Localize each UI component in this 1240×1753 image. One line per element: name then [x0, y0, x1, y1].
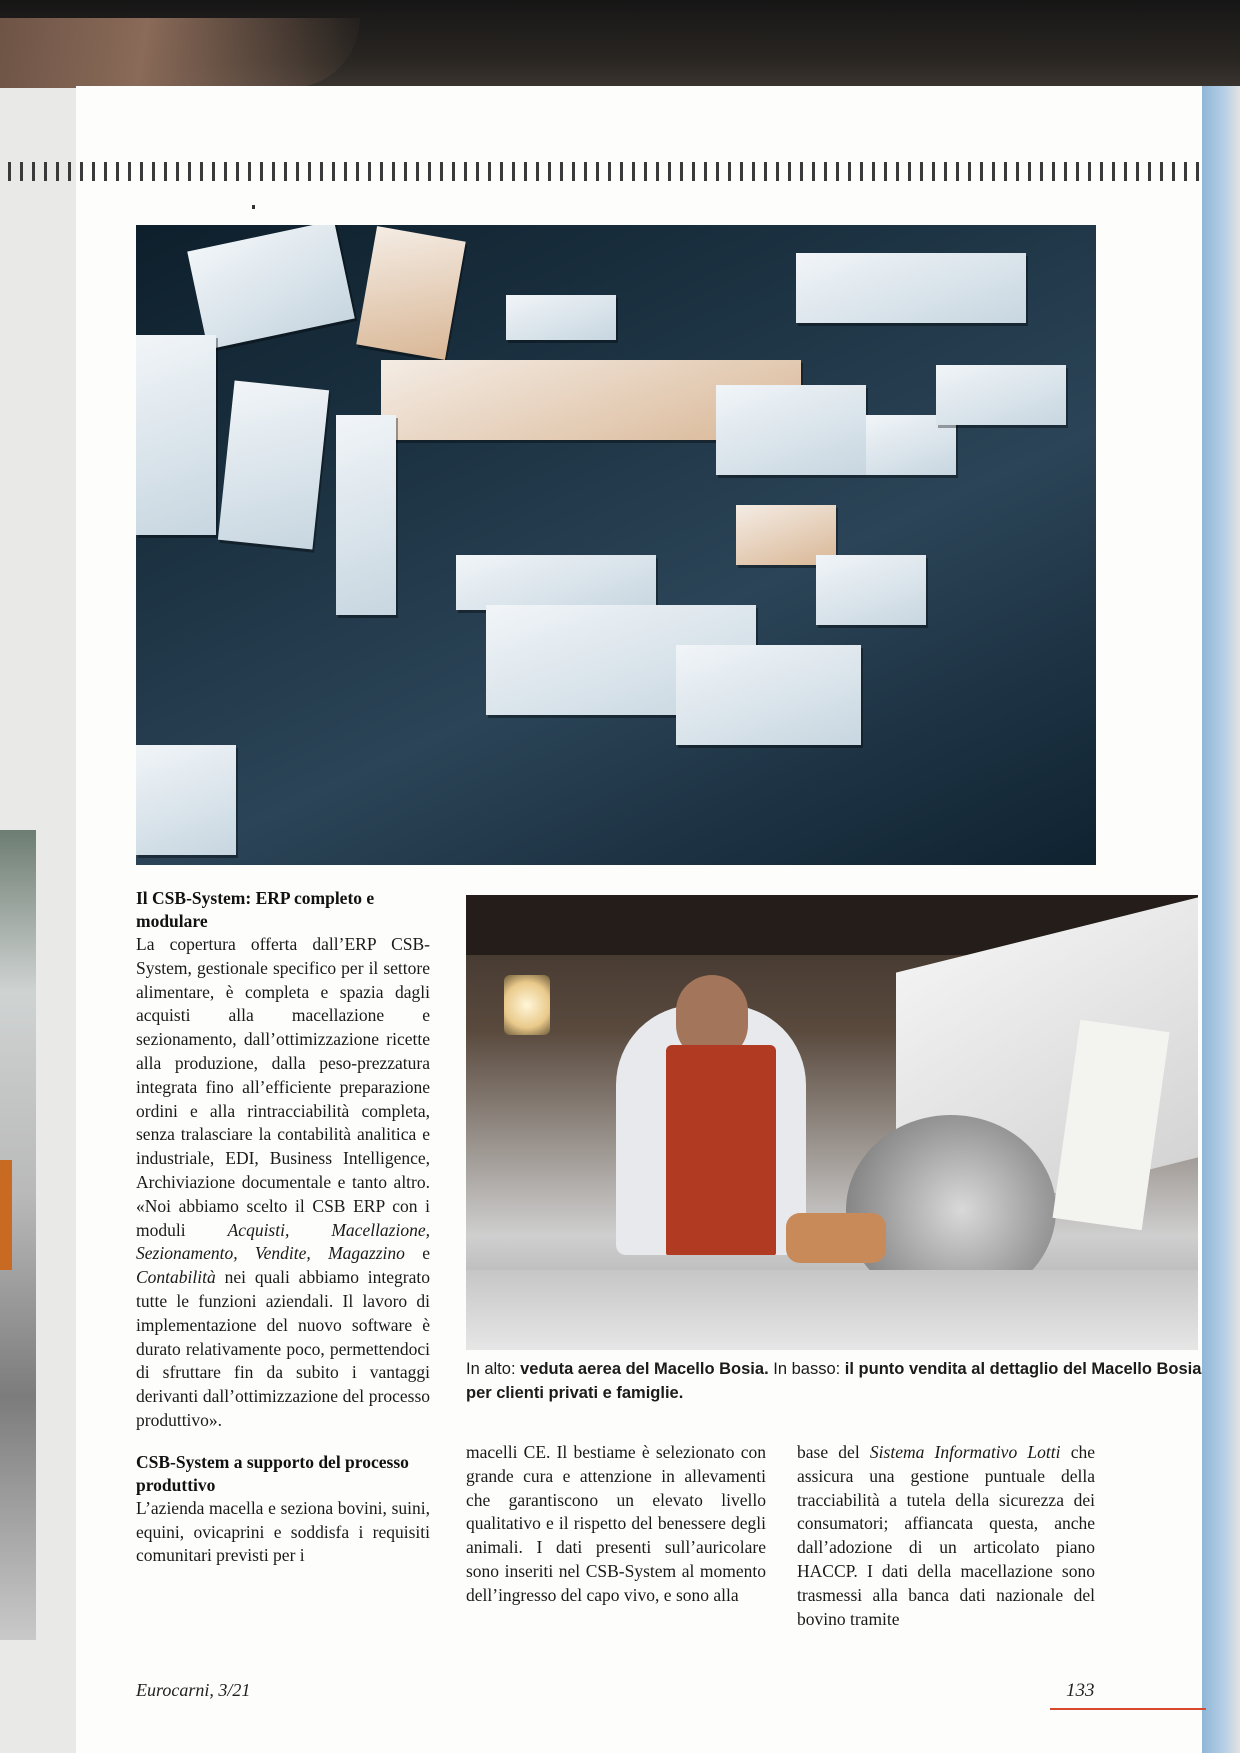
decorative-bar-pattern: [8, 162, 1206, 181]
caption-text-top: veduta aerea del Macello Bosia.: [520, 1360, 769, 1378]
publication-footer: Eurocarni, 3/21: [136, 1680, 251, 1700]
photo-caption: [466, 1357, 1206, 1405]
lamp: [504, 975, 550, 1035]
paragraph-traceability: base del Sistema Informativo Lotti che assicura una gestione puntuale della tracciabilità a tutela della sicurezza dei consumatori; affiancata questa, anche dall’adozione di un articolato piano HACCP. I dati della macellazione sono trasmessi alla banca dati nazionale del bovino tramite: [797, 1442, 1095, 1629]
printer-speck: [252, 205, 255, 209]
system-name: Sistema Informativo Lotti: [869, 1442, 1061, 1462]
page-edge-strip: [1202, 86, 1240, 1753]
scan-dark-top-border: [0, 0, 1240, 88]
footer-rule: [1050, 1708, 1206, 1710]
article-column-3: [797, 1441, 1095, 1631]
modules-list: Acquisti, Macellazione, Sezionamento, Vendite, Magazzino: [136, 1219, 430, 1264]
facing-page-photo-strip: [0, 830, 36, 1640]
caption-label-bottom: In basso:: [768, 1360, 845, 1378]
aerial-photo-snowy-town: [136, 225, 1096, 865]
article-column-1: [136, 887, 430, 1568]
article-column-2: [466, 1441, 766, 1608]
page-number: 133: [1066, 1680, 1095, 1701]
butcher-shop-photo: [466, 895, 1198, 1350]
section-heading-erp: Il CSB-System: ERP completo e modulare: [136, 888, 375, 931]
paragraph-erp: La copertura offerta dall’ERP CSB-System, gestionale specifico per il settore alimentare, è completa e spazia dagli acquisti alla macellazione e sezionamento, dall’ottimizzazione ricette alla produzione, dalla peso-prezzatura integrata fino all’efficiente preparazione ordini e alla rintracciabilità completa, senza tralasciare la contabilità analitica e industriale, EDI, Business Intelligence, Archiviazione documentale e tanto altro. «Noi abbiamo scelto il CSB ERP con i moduli Acquisti, Macellazione, Sezionamento, Vendite, Magazzino e Contabilità nei quali abbiamo integrato tutte le funzioni aziendali. Il lavoro di implementazione del nuovo software è durato relativamente poco, permettendoci di sfruttare fin da subito i vantaggi derivanti dall’ottimizzazione del processo produttivo».: [136, 934, 430, 1430]
caption-text-bottom: il punto vendita al dettaglio del Macello Bosia per clienti privati e famiglie.: [466, 1360, 1202, 1402]
facing-page-orange-detail: [0, 1160, 12, 1270]
facing-page-photo-corner: [0, 18, 360, 88]
paragraph-support: L’azienda macella e seziona bovini, suini, equini, ovicaprini e soddisfa i requisiti comunitari previsti per i: [136, 1497, 430, 1566]
paragraph-livestock: macelli CE. Il bestiame è selezionato con grande cura e attenzione in allevamenti che garantiscono un elevato livello qualitativo e il rispetto del benessere degli animali. I dati presenti sull’auricolare sono inseriti nel CSB-System al momento dell’ingresso del capo vivo, e sono alla: [466, 1442, 766, 1605]
caption-label-top: In alto:: [466, 1360, 521, 1378]
section-heading-support: CSB-System a supporto del processo produttivo: [136, 1451, 409, 1495]
red-apron: [666, 1045, 776, 1255]
module-accounting: Contabilità: [136, 1267, 216, 1288]
